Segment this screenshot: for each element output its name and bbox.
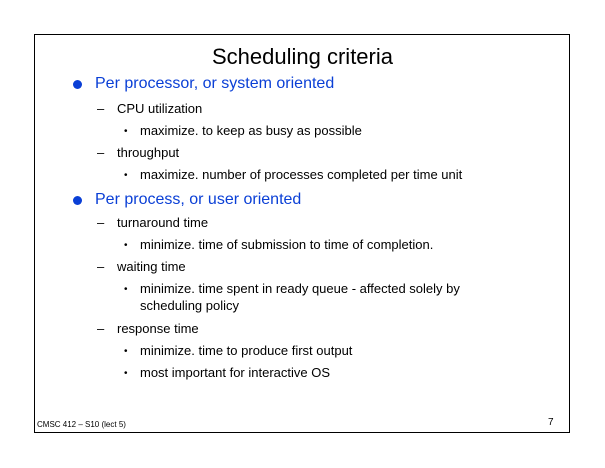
criterion-detail: • minimize. time of submission to time of completion.: [124, 237, 434, 252]
criterion-throughput: – throughput: [97, 145, 180, 160]
page-number: 7: [548, 417, 554, 428]
section-bullet: [73, 196, 82, 205]
criterion-cpu-utilization: – CPU utilization: [97, 101, 203, 116]
criterion-detail: • maximize. number of processes completed per time unit: [124, 167, 463, 182]
criterion-waiting-time: – waiting time: [97, 259, 186, 274]
criterion-label: waiting time: [117, 259, 186, 274]
criterion-detail: • maximize. to keep as busy as possible: [124, 123, 362, 138]
criterion-label: throughput: [117, 145, 180, 160]
criterion-label: response time: [117, 321, 199, 336]
criterion-turnaround-time: – turnaround time: [97, 215, 209, 230]
criterion-response-time: – response time: [97, 321, 199, 336]
criterion-label: CPU utilization: [117, 101, 203, 116]
criterion-detail: • most important for interactive OS: [124, 365, 331, 380]
section-heading-user: Per process, or user oriented: [95, 191, 302, 208]
slide-footer: CMSC 412 – S10 (lect 5): [37, 420, 126, 429]
section-bullet: [73, 80, 82, 89]
criterion-label: turnaround time: [117, 215, 209, 230]
slide-title: Scheduling criteria: [212, 44, 393, 69]
criterion-detail: • minimize. time to produce first output: [124, 343, 353, 358]
criterion-detail: • minimize. time spent in ready queue - affected solely by scheduling policy: [124, 281, 460, 313]
section-heading-system: Per processor, or system oriented: [95, 75, 335, 92]
